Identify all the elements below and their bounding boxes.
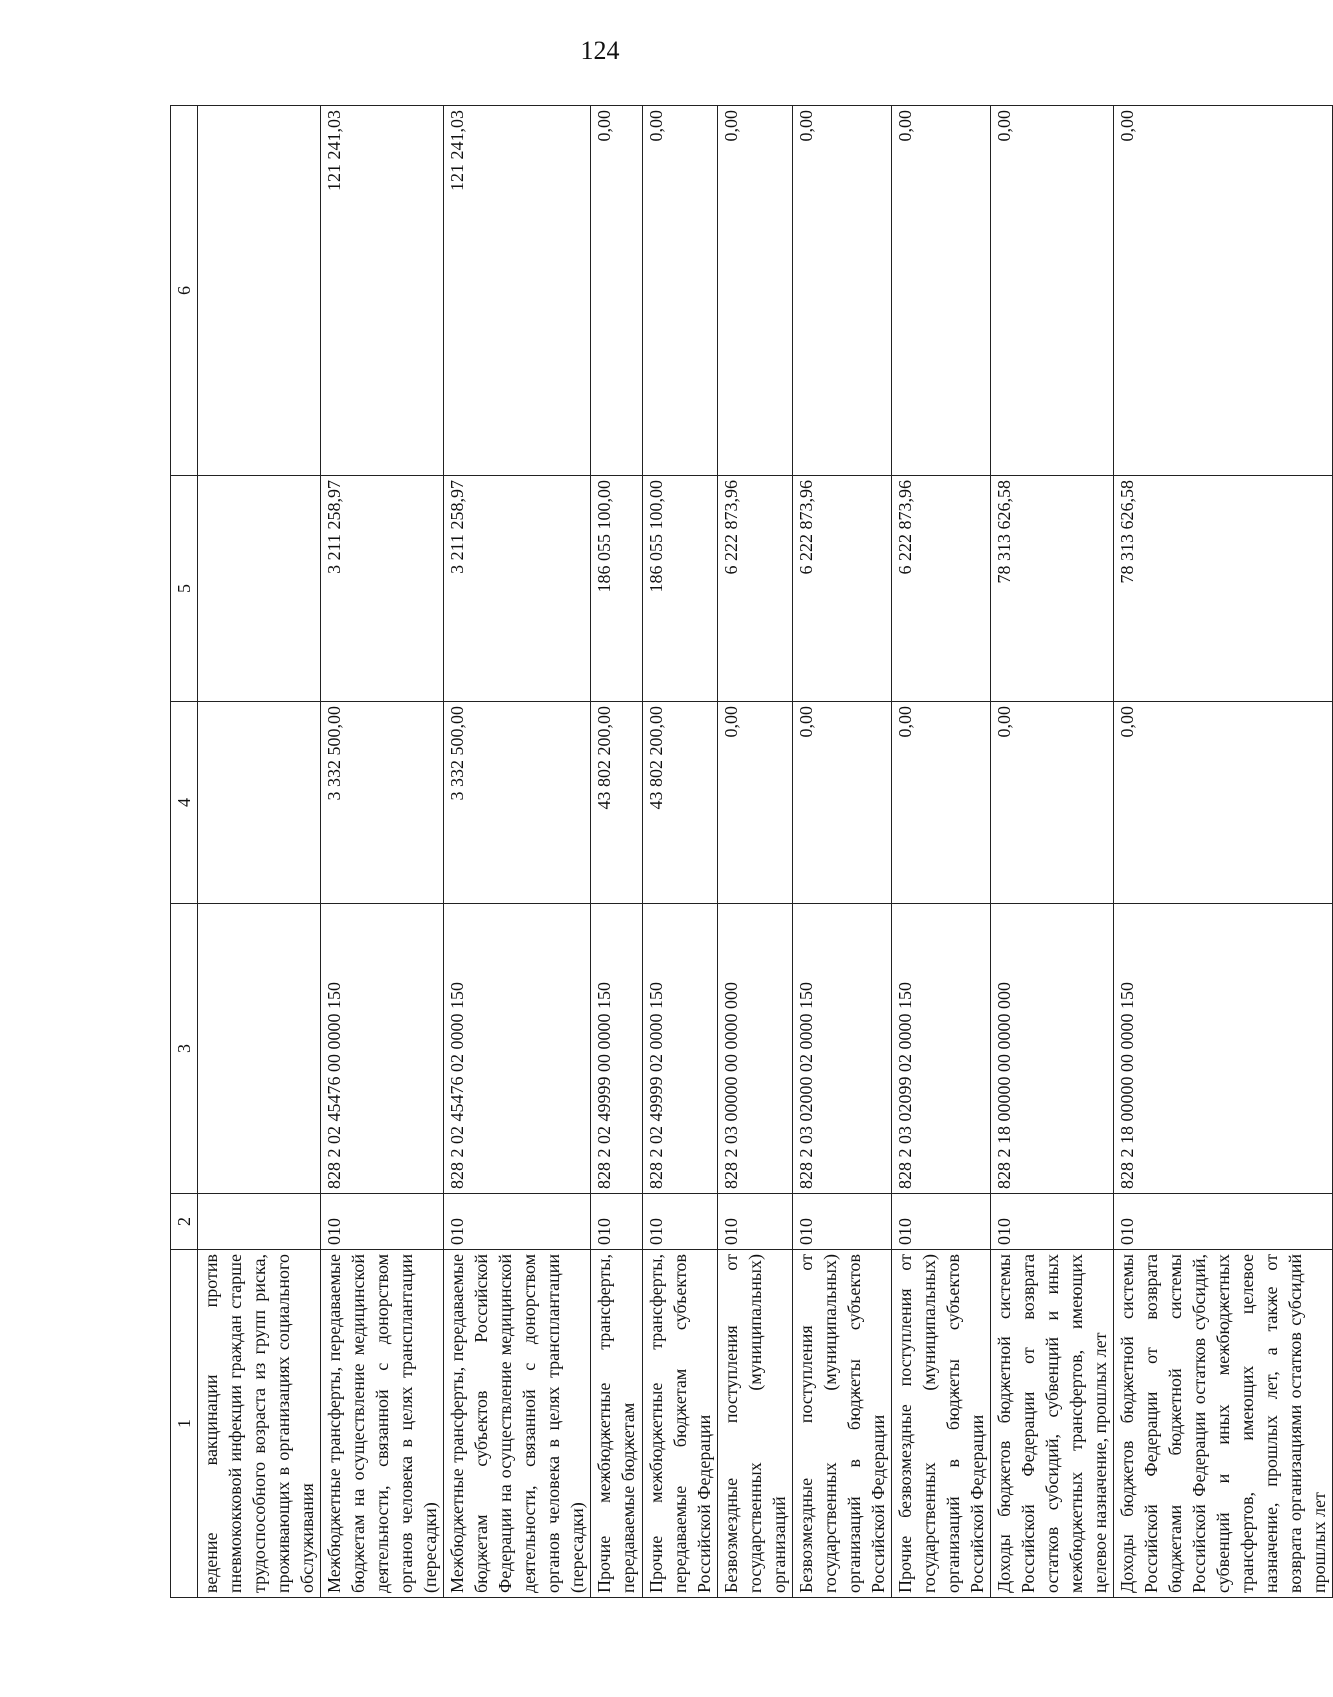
cell-col4-value: 0,00 (1114, 702, 1333, 904)
table-row (991, 106, 1114, 1598)
table-row (198, 106, 321, 1598)
revenue-table (170, 105, 1333, 1598)
cell-line-code (198, 1194, 321, 1250)
cell-col4-value (198, 702, 321, 904)
cell-col4-value: 3 332 500,00 (321, 702, 444, 904)
cell-name: Прочие безвозмездные поступления от государственных (муниципальных) организаций в бюджеты субъектов Российской Федерации (892, 1250, 991, 1598)
header-cell: 3 (171, 904, 198, 1194)
cell-name: Безвозмездные поступления от государственных (муниципальных) организаций в бюджеты субъектов Российской Федерации (793, 1250, 892, 1598)
cell-col4-value: 43 802 200,00 (643, 702, 718, 904)
cell-budget-code: 828 2 02 49999 00 0000 150 (591, 904, 643, 1194)
cell-col6-value (198, 106, 321, 476)
page-number: 124 (580, 36, 620, 65)
cell-col6-value: 0,00 (991, 106, 1114, 476)
cell-name: ведение вакцинации против пневмококковой инфекции граждан старше трудоспособного возраста из групп риска, проживающих в организациях социального обслуживания (198, 1250, 321, 1598)
cell-budget-code (198, 904, 321, 1194)
cell-col5-value: 78 313 626,58 (1114, 476, 1333, 702)
cell-col4-value: 0,00 (991, 702, 1114, 904)
cell-col5-value: 6 222 873,96 (892, 476, 991, 702)
cell-line-code: 010 (643, 1194, 718, 1250)
cell-line-code: 010 (991, 1194, 1114, 1250)
cell-col6-value: 0,00 (793, 106, 892, 476)
rotated-table-container (170, 106, 1329, 1598)
cell-col5-value: 3 211 258,97 (444, 476, 591, 702)
cell-col4-value: 3 332 500,00 (444, 702, 591, 904)
cell-line-code: 010 (793, 1194, 892, 1250)
header-cell: 1 (171, 1250, 198, 1598)
cell-budget-code: 828 2 03 00000 00 0000 000 (718, 904, 793, 1194)
cell-line-code: 010 (892, 1194, 991, 1250)
cell-col5-value: 6 222 873,96 (718, 476, 793, 702)
table-row (892, 106, 991, 1598)
table-row (793, 106, 892, 1598)
cell-name: Межбюджетные трансферты, передаваемые бюджетам на осуществление медицинской деятельности, связанной с донорством органов человека в целях трансплантации (пересадки) (321, 1250, 444, 1598)
cell-budget-code: 828 2 03 02000 02 0000 150 (793, 904, 892, 1194)
cell-name: Прочие межбюджетные трансферты, передаваемые бюджетам субъектов Российской Федерации (643, 1250, 718, 1598)
table-row (444, 106, 591, 1598)
cell-line-code: 010 (321, 1194, 444, 1250)
cell-line-code: 010 (718, 1194, 793, 1250)
cell-budget-code: 828 2 03 02099 02 0000 150 (892, 904, 991, 1194)
cell-col4-value: 0,00 (718, 702, 793, 904)
table-row (321, 106, 444, 1598)
cell-col6-value: 0,00 (1114, 106, 1333, 476)
cell-name: Безвозмездные поступления от государственных (муниципальных) организаций (718, 1250, 793, 1598)
cell-col6-value: 121 241,03 (444, 106, 591, 476)
header-cell: 6 (171, 106, 198, 476)
table-row (718, 106, 793, 1598)
cell-col5-value: 186 055 100,00 (643, 476, 718, 702)
table-row (591, 106, 643, 1598)
cell-col4-value: 43 802 200,00 (591, 702, 643, 904)
cell-col6-value: 0,00 (718, 106, 793, 476)
cell-col5-value: 186 055 100,00 (591, 476, 643, 702)
cell-name: Доходы бюджетов бюджетной системы Российской Федерации от возврата бюджетами бюджетной системы Российской Федерации остатков субсидий, субвенций и иных межбюджетных трансфертов, имеющих целевое назначение, прошлых лет, а также от возврата организациями остатков субсидий прошлых лет (1114, 1250, 1333, 1598)
header-cell: 5 (171, 476, 198, 702)
cell-col6-value: 121 241,03 (321, 106, 444, 476)
table-row (1114, 106, 1333, 1598)
cell-budget-code: 828 2 18 00000 00 0000 150 (1114, 904, 1333, 1194)
cell-col5-value: 3 211 258,97 (321, 476, 444, 702)
cell-name: Прочие межбюджетные трансферты, передаваемые бюджетам (591, 1250, 643, 1598)
cell-col6-value: 0,00 (892, 106, 991, 476)
header-row (171, 106, 198, 1598)
cell-col5-value (198, 476, 321, 702)
cell-col4-value: 0,00 (793, 702, 892, 904)
cell-col5-value: 6 222 873,96 (793, 476, 892, 702)
cell-col5-value: 78 313 626,58 (991, 476, 1114, 702)
cell-budget-code: 828 2 02 45476 00 0000 150 (321, 904, 444, 1194)
table-row (643, 106, 718, 1598)
header-cell: 2 (171, 1194, 198, 1250)
cell-col6-value: 0,00 (643, 106, 718, 476)
cell-name: Межбюджетные трансферты, передаваемые бюджетам субъектов Российской Федерации на осуществление медицинской деятельности, связанной с донорством органов человека в целях трансплантации (пересадки) (444, 1250, 591, 1598)
cell-budget-code: 828 2 02 49999 02 0000 150 (643, 904, 718, 1194)
cell-line-code: 010 (591, 1194, 643, 1250)
cell-line-code: 010 (444, 1194, 591, 1250)
cell-line-code: 010 (1114, 1194, 1333, 1250)
cell-name: Доходы бюджетов бюджетной системы Российской Федерации от возврата остатков субсидий, субвенций и иных межбюджетных трансфертов, имеющих целевое назначение, прошлых лет (991, 1250, 1114, 1598)
cell-budget-code: 828 2 02 45476 02 0000 150 (444, 904, 591, 1194)
cell-col6-value: 0,00 (591, 106, 643, 476)
header-cell: 4 (171, 702, 198, 904)
cell-col4-value: 0,00 (892, 702, 991, 904)
cell-budget-code: 828 2 18 00000 00 0000 000 (991, 904, 1114, 1194)
